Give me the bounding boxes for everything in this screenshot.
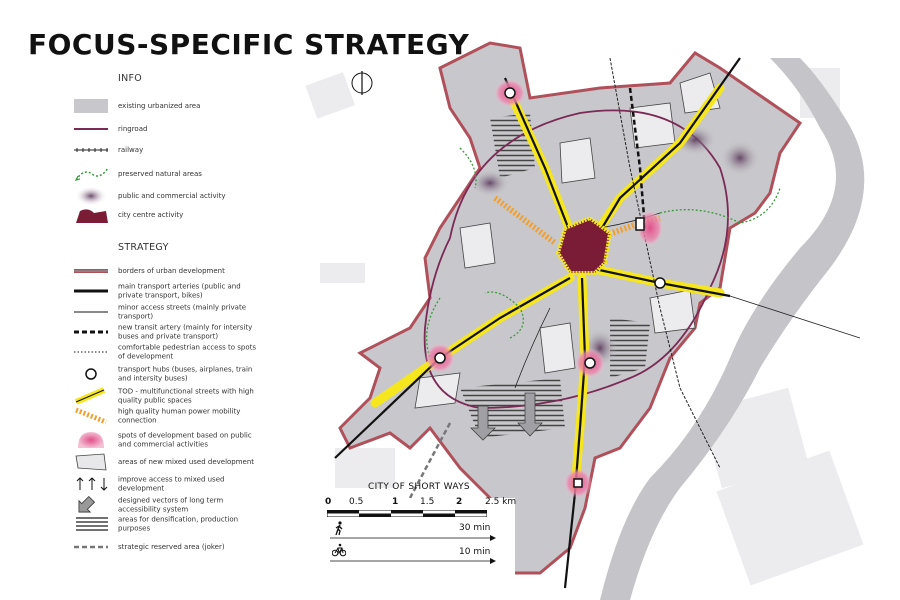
bike-time: 10 min	[459, 547, 491, 557]
legend-item-pedestrian	[74, 342, 257, 362]
tod-street-swatch	[74, 386, 110, 406]
legend-item-joker	[74, 537, 244, 557]
legend-label: strategic reserved area (joker)	[118, 542, 225, 551]
legend-label: areas for densification, production purposes	[118, 515, 239, 532]
scale-title: CITY OF SHORT WAYS	[368, 482, 470, 492]
legend-label: comfortable pedestrian access to spots of development	[118, 343, 257, 360]
scale-tick: 0	[325, 497, 332, 507]
development-spot-swatch	[74, 430, 110, 450]
pedestrian-access-swatch	[74, 342, 110, 362]
legend-label: new transit artery (mainly for intersity buses and private transport)	[118, 323, 253, 340]
legend-item-urbanized	[74, 96, 244, 116]
urbanized-area-swatch	[74, 96, 110, 116]
legend-item-mixed	[74, 452, 255, 472]
legend-label: areas of new mixed used development	[118, 457, 255, 466]
north-arrow-icon	[352, 71, 372, 95]
ringroad-swatch	[74, 119, 110, 139]
legend-label: improve access to mixed used development	[118, 475, 225, 492]
legend-label: public and commercial activity	[118, 191, 226, 200]
legend-item-hubs	[74, 364, 253, 384]
walk-time: 30 min	[459, 523, 491, 533]
border-swatch	[74, 261, 110, 281]
legend-label: main transport arteries (public and private transport, bikes)	[118, 282, 241, 299]
scale-tick: 0.5	[349, 497, 364, 507]
legend-label: existing urbanized area	[118, 101, 201, 110]
legend-label: transport hubs (buses, airplanes, train and intersity buses)	[118, 365, 253, 382]
legend-label: high quality human power mobility connection	[118, 407, 241, 424]
vector-arrow-icon	[74, 495, 110, 515]
city-centre-swatch	[74, 205, 110, 225]
info-heading: INFO	[118, 73, 143, 84]
legend-item-improve	[74, 474, 244, 494]
legend-item-densification	[74, 514, 244, 534]
legend-label: ringroad	[118, 124, 148, 133]
legend-item-spots	[74, 430, 252, 450]
legend-label: borders of urban development	[118, 266, 225, 275]
legend-item-minor	[74, 302, 247, 322]
walk-distance-arrow	[330, 535, 500, 541]
legend-label: spots of development based on public and commercial activities	[118, 431, 252, 448]
scale-tick: 2	[456, 497, 463, 507]
legend-label: preserved natural areas	[118, 169, 202, 178]
densification-swatch	[74, 514, 110, 534]
bicycle-icon	[332, 543, 346, 557]
legend-item-activity	[74, 186, 244, 206]
minor-street-swatch	[74, 302, 110, 322]
legend-item-transit	[74, 322, 253, 342]
natural-area-swatch	[74, 164, 110, 184]
transport-hub-swatch	[74, 364, 110, 384]
joker-area-swatch	[74, 537, 110, 557]
human-power-mobility-swatch	[74, 406, 110, 426]
strategy-heading: STRATEGY	[118, 242, 169, 253]
legend-item-railway	[74, 140, 244, 160]
legend-label: TOD - multifunctional streets with high quality public spaces	[118, 387, 254, 404]
mixed-use-swatch	[74, 452, 110, 472]
railway-swatch	[74, 140, 110, 160]
legend-item-arteries	[74, 281, 244, 301]
legend-item-hpm	[74, 406, 244, 426]
bike-distance-arrow	[330, 558, 500, 564]
page-title: FOCUS-SPECIFIC STRATEGY	[28, 28, 470, 61]
improve-access-icon	[74, 474, 110, 494]
legend-item-borders	[74, 261, 244, 281]
artery-swatch	[74, 281, 110, 301]
scale-tick: 2.5 km	[485, 497, 517, 507]
legend-item-vectors	[74, 495, 244, 515]
legend-label: designed vectors of long term accessibility system	[118, 496, 224, 513]
pedestrian-icon	[332, 521, 346, 535]
legend-item-centre	[74, 205, 244, 225]
legend-label: railway	[118, 145, 144, 154]
legend-label: city centre activity	[118, 210, 184, 219]
scale-bar	[327, 510, 487, 517]
scale-tick: 1.5	[420, 497, 435, 507]
legend-label: minor access streets (mainly private transport)	[118, 303, 247, 320]
legend-item-ringroad	[74, 119, 244, 139]
activity-swatch	[74, 186, 110, 206]
transit-artery-swatch	[74, 322, 110, 342]
legend-item-natural	[74, 164, 244, 184]
scale-tick: 1	[392, 497, 399, 507]
legend-item-tod	[74, 386, 254, 406]
